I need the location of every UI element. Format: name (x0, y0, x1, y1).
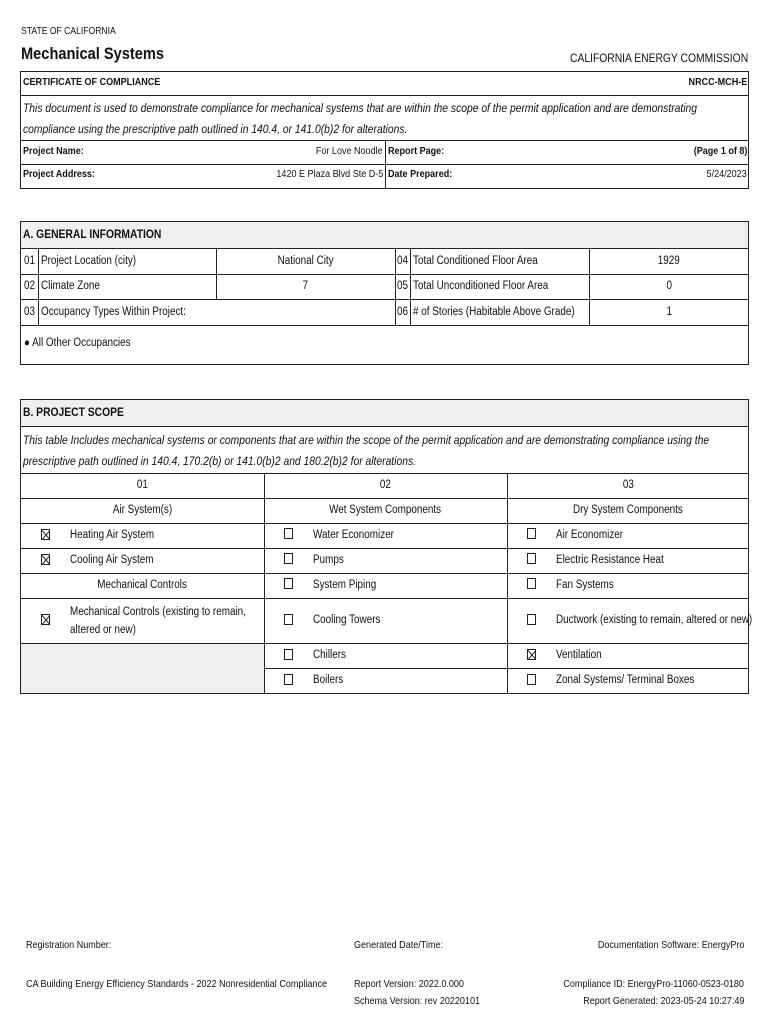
generated-datetime-label: Generated Date/Time: (354, 939, 444, 951)
report-page-value: (Page 1 of 8) (693, 145, 747, 157)
standards-label: CA Building Energy Efficiency Standards - 2022 Nonresidential Compliance (26, 978, 328, 990)
electric-resistance-heat-label: Electric Resistance Heat (556, 554, 664, 566)
air-economizer-checkbox[interactable] (527, 528, 536, 539)
project-location-value: National City (277, 255, 334, 267)
field-number: 04 (397, 255, 409, 267)
mechanical-controls-header: Mechanical Controls (97, 579, 187, 591)
unconditioned-area-label: Total Unconditioned Floor Area (413, 280, 549, 292)
registration-number-label: Registration Number: (26, 939, 112, 951)
system-piping-checkbox[interactable] (284, 578, 293, 589)
scope-column-number: 01 (136, 479, 148, 491)
page-title: Mechanical Systems (21, 44, 165, 63)
electric-resistance-heat-checkbox[interactable] (527, 553, 536, 564)
report-generated: Report Generated: 2023-05-24 10:27:49 (582, 995, 744, 1007)
project-scope-description: This table Includes mechanical systems or components that are within the scope of the permit application and are demonstrating compliance using the prescriptive path outlined in 140.4, 170.2(b) or 141.0(b)2 and 180.2(b)2 for alterations. (23, 433, 710, 468)
cooling-air-system-label: Cooling Air System (70, 554, 154, 566)
wet-components-header: Wet System Components (329, 504, 442, 516)
pumps-checkbox[interactable] (284, 553, 293, 564)
general-information-title: A. GENERAL INFORMATION (23, 227, 162, 241)
stories-label: # of Stories (Habitable Above Grade) (413, 306, 575, 318)
fan-systems-checkbox[interactable] (527, 578, 536, 589)
conditioned-area-label: Total Conditioned Floor Area (413, 255, 538, 267)
cooling-towers-checkbox[interactable] (284, 614, 293, 625)
system-piping-label: System Piping (313, 579, 377, 591)
occupancy-list-item: ● All Other Occupancies (24, 337, 131, 349)
scope-column-number: 02 (379, 479, 391, 491)
field-number: 02 (24, 280, 36, 292)
cooling-towers-label: Cooling Towers (313, 614, 381, 626)
project-name-label: Project Name: (23, 145, 84, 157)
heating-air-system-checkbox[interactable] (41, 529, 50, 540)
cooling-air-system-checkbox[interactable] (41, 554, 50, 565)
climate-zone-value: 7 (302, 280, 309, 292)
scope-column-number: 03 (622, 479, 634, 491)
boilers-label: Boilers (313, 674, 344, 686)
water-economizer-label: Water Economizer (313, 529, 394, 541)
field-number: 03 (24, 306, 36, 318)
ductwork-label: Ductwork (existing to remain, altered or new) (556, 614, 753, 626)
occupancy-types-label: Occupancy Types Within Project: (41, 306, 186, 318)
project-location-label: Project Location (city) (41, 255, 137, 267)
commission-label: CALIFORNIA ENERGY COMMISSION (569, 51, 748, 65)
pumps-label: Pumps (313, 554, 344, 566)
zonal-systems-checkbox[interactable] (527, 674, 536, 685)
air-economizer-label: Air Economizer (556, 529, 624, 541)
conditioned-area-value: 1929 (657, 255, 681, 267)
state-label: STATE OF CALIFORNIA (21, 26, 116, 37)
unconditioned-area-value: 0 (666, 280, 672, 292)
certificate-label: CERTIFICATE OF COMPLIANCE (23, 76, 161, 88)
documentation-software: Documentation Software: EnergyPro (597, 939, 744, 951)
ventilation-checkbox[interactable] (527, 649, 536, 660)
dry-components-header: Dry System Components (573, 504, 683, 516)
ventilation-label: Ventilation (556, 649, 602, 661)
water-economizer-checkbox[interactable] (284, 528, 293, 539)
date-prepared-value: 5/24/2023 (706, 168, 747, 180)
fan-systems-label: Fan Systems (556, 579, 614, 591)
field-number: 06 (397, 306, 409, 318)
chillers-label: Chillers (313, 649, 346, 661)
ductwork-checkbox[interactable] (527, 614, 536, 625)
compliance-id: Compliance ID: EnergyPro-11060-0523-0180 (563, 978, 744, 990)
climate-zone-label: Climate Zone (41, 280, 100, 292)
project-scope-title: B. PROJECT SCOPE (23, 405, 124, 419)
form-code: NRCC-MCH-E (688, 76, 747, 88)
mechanical-controls-checkbox[interactable] (41, 614, 50, 625)
heating-air-system-label: Heating Air System (70, 529, 155, 541)
project-name-value: For Love Noodle (316, 145, 383, 157)
chillers-checkbox[interactable] (284, 649, 293, 660)
boilers-checkbox[interactable] (284, 674, 293, 685)
date-prepared-label: Date Prepared: (388, 168, 453, 180)
project-address-value: 1420 E Plaza Blvd Ste D-5 (276, 168, 383, 180)
report-version: Report Version: 2022.0.000 (354, 978, 464, 990)
report-page-label: Report Page: (388, 145, 445, 157)
field-number: 01 (24, 255, 36, 267)
field-number: 05 (397, 280, 409, 292)
air-systems-header: Air System(s) (112, 504, 172, 516)
project-address-label: Project Address: (23, 168, 95, 180)
mechanical-controls-label: Mechanical Controls (existing to remain, altered or new) (70, 606, 246, 636)
certificate-description: This document is used to demonstrate compliance for mechanical systems that are within the scope of the permit application and are demonstrating compliance using the prescriptive path outlined in 140.4, or 141.0(b)2 for alterations. (23, 101, 698, 136)
zonal-systems-label: Zonal Systems/ Terminal Boxes (556, 674, 695, 686)
stories-value: 1 (666, 306, 672, 318)
schema-version: Schema Version: rev 20220101 (354, 995, 481, 1007)
